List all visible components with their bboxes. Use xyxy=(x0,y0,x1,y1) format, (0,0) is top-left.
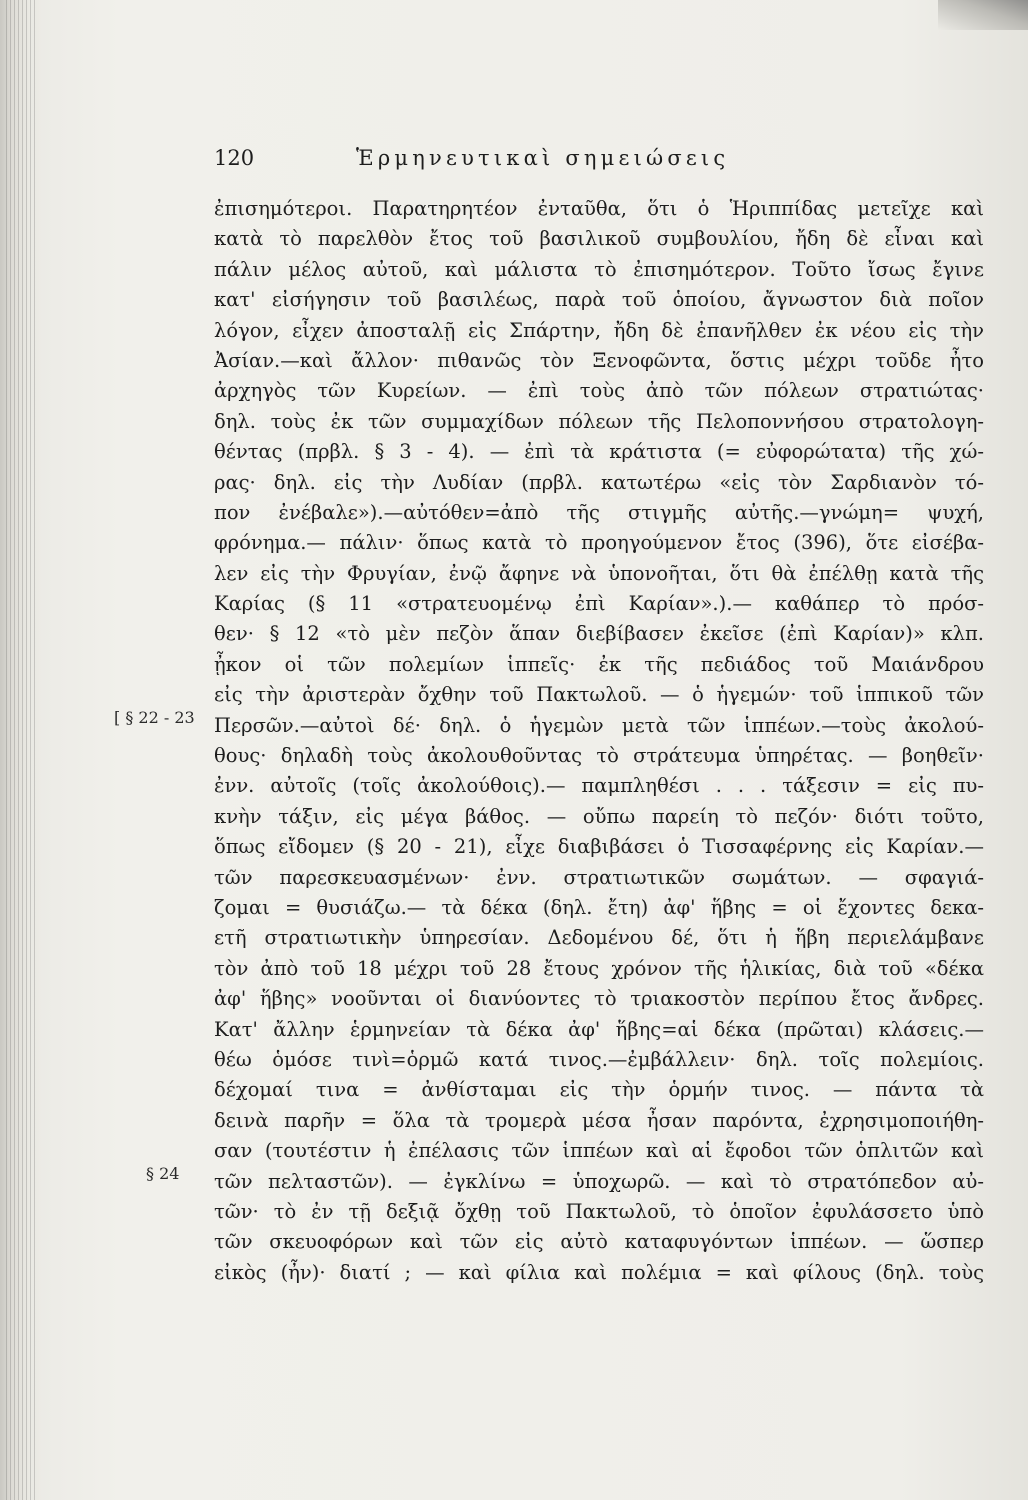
text-line: τῶν· τὸ ἐν τῇ δεξιᾷ ὄχθῃ τοῦ Πακτωλοῦ, τὸ ὁποῖον ἐφυλάσσετο ὑπὸ xyxy=(214,1199,984,1223)
text-line: σαν (τουτέστιν ἡ ἐπέλασις τῶν ἱππέων καὶ αἱ ἔφοδοι τῶν ὁπλιτῶν καὶ xyxy=(214,1139,984,1163)
text-line: ὅπως εἴδομεν (§ 20 - 21), εἶχε διαβιβάσει ὁ Τισσαφέρνης εἰς Καρίαν.— xyxy=(214,835,984,859)
text-line: λόγον, εἶχεν ἀποσταλῇ εἰς Σπάρτην, ἤδη δὲ ἐπανῆλθεν ἐκ νέου εἰς τὴν xyxy=(214,318,984,342)
text-line: τῶν σκευοφόρων καὶ τῶν εἰς αὐτὸ καταφυγόντων ἱππέων. — ὥσπερ xyxy=(214,1230,984,1254)
text-line: εἰς τὴν ἀριστερὰν ὄχθην τοῦ Πακτωλοῦ. — ὁ ἡγεμών· τοῦ ἱππικοῦ τῶν xyxy=(214,683,984,707)
text-line: τῶν πελταστῶν). — ἐγκλίνω = ὑποχωρῶ. — καὶ τὸ στρατόπεδον αὐ- xyxy=(214,1169,984,1193)
text-line: λεν εἰς τὴν Φρυγίαν, ἐνῷ ἄφηνε νὰ ὑπονοῆται, ὅτι θὰ ἐπέλθῃ κατὰ τῆς xyxy=(214,561,984,585)
text-line: θους· δηλαδὴ τοὺς ἀκολουθοῦντας τὸ στράτευμα ὑπηρέτας. — βοηθεῖν· xyxy=(214,744,984,768)
text-line: ᾖκον οἱ τῶν πολεμίων ἱππεῖς· ἐκ τῆς πεδιάδος τοῦ Μαιάνδρου xyxy=(214,652,984,676)
body-text xyxy=(214,194,984,1288)
text-line: δηλ. τοὺς ἐκ τῶν συμμαχίδων πόλεων τῆς Πελοποννήσου στρατολογη- xyxy=(214,409,984,433)
text-line: θέω ὁμόσε τινὶ=ὁρμῶ κατά τινος.—ἐμβάλλειν· δηλ. τοῖς πολεμίοις. xyxy=(214,1047,984,1071)
text-line: τῶν παρεσκευασμένων· ἐνν. στρατιωτικῶν σωμάτων. — σφαγιά- xyxy=(214,865,984,889)
text-line: τὸν ἀπὸ τοῦ 18 μέχρι τοῦ 28 ἔτους χρόνον τῆς ἡλικίας, διὰ τοῦ «δέκα xyxy=(214,956,984,980)
text-line: ἐνν. αὐτοῖς (τοῖς ἀκολούθοις).— παμπληθέσι . . . τάξεσιν = εἰς πυ- xyxy=(214,774,984,798)
text-line: κατὰ τὸ παρελθὸν ἔτος τοῦ βασιλικοῦ συμβουλίου, ἤδη δὲ εἶναι καὶ xyxy=(214,227,984,251)
text-line: πον ἐνέβαλε»).—αὐτόθεν=ἀπὸ τῆς στιγμῆς αὐτῆς.—γνώμη= ψυχή, xyxy=(214,500,984,524)
margin-note-section-24: § 24 xyxy=(146,1164,180,1183)
text-line: ἀρχηγὸς τῶν Κυρείων. — ἐπὶ τοὺς ἀπὸ τῶν πόλεων στρατιώτας· xyxy=(214,379,984,403)
text-line: κατ' εἰσήγησιν τοῦ βασιλέως, παρὰ τοῦ ὁποίου, ἄγνωστον διὰ ποῖον xyxy=(214,288,984,312)
text-line: Ἀσίαν.—καὶ ἄλλον· πιθανῶς τὸν Ξενοφῶντα, ὅστις μέχρι τοῦδε ἦτο xyxy=(214,348,984,372)
text-line: Καρίας (§ 11 «στρατευομένῳ ἐπὶ Καρίαν».).— καθάπερ τὸ πρόσ- xyxy=(214,592,984,616)
text-line: ζομαι = θυσιάζω.— τὰ δέκα (δηλ. ἔτη) ἀφ' ἥβης = οἱ ἔχοντες δεκα- xyxy=(214,895,984,919)
text-line: δέχομαί τινα = ἀνθίσταμαι εἰς τὴν ὁρμήν τινος. — πάντα τὰ xyxy=(214,1078,984,1102)
text-line: θεν· § 12 «τὸ μὲν πεζὸν ἅπαν διεβίβασεν ἐκεῖσε (ἐπὶ Καρίαν)» κλπ. xyxy=(214,622,984,646)
running-title: Ἑρμηνευτικαὶ σημειώσεις xyxy=(356,146,730,170)
text-line: φρόνημα.— πάλιν· ὅπως κατὰ τὸ προηγούμενον ἔτος (396), ὅτε εἰσέβα- xyxy=(214,531,984,555)
page-edge-stack xyxy=(6,0,36,1500)
text-line: ἐπισημότεροι. Παρατηρητέον ἐνταῦθα, ὅτι ὁ Ἡριππίδας μετεῖχε καὶ xyxy=(214,197,984,220)
text-line: Κατ' ἄλλην ἑρμηνείαν τὰ δέκα ἀφ' ἥβης=αἱ δέκα (πρῶται) κλάσεις.— xyxy=(214,1017,984,1041)
text-line: δεινὰ παρῆν = ὅλα τὰ τρομερὰ μέσα ἦσαν παρόντα, ἐχρησιμοποιήθη- xyxy=(214,1108,984,1132)
text-line: ἀφ' ἥβης» νοοῦνται οἱ διανύοντες τὸ τριακοστὸν περίπου ἔτος ἄνδρες. xyxy=(214,987,984,1011)
margin-note-section-22-23: [ § 22 - 23 xyxy=(114,708,195,727)
text-line: θέντας (πρβλ. § 3 - 4). — ἐπὶ τὰ κράτιστα (= εὐφορώτατα) τῆς χώ- xyxy=(214,440,984,464)
text-line: κνὴν τάξιν, εἰς μέγα βάθος. — οὔπω παρείη τὸ πεζόν· διότι τοῦτο, xyxy=(214,804,984,828)
text-line: πάλιν μέλος αὐτοῦ, καὶ μάλιστα τὸ ἐπισημότερον. Τοῦτο ἴσως ἔγινε xyxy=(214,257,984,281)
page-number: 120 xyxy=(214,146,255,170)
page-header xyxy=(214,140,984,180)
page-corner-shadow xyxy=(938,0,1028,30)
text-line: ρας· δηλ. εἰς τὴν Λυδίαν (πρβλ. κατωτέρω «εἰς τὸν Σαρδιανὸν τό- xyxy=(214,470,984,494)
text-line: εἰκὸς (ἦν)· διατί ; — καὶ φίλια καὶ πολέμια = καὶ φίλους (δηλ. τοὺς xyxy=(214,1260,984,1284)
text-line: ετῆ στρατιωτικὴν ὑπηρεσίαν. Δεδομένου δέ, ὅτι ἡ ἥβη περιελάμβανε xyxy=(214,926,984,950)
text-line: Περσῶν.—αὐτοὶ δέ· δηλ. ὁ ἡγεμὼν μετὰ τῶν ἱππέων.—τοὺς ἀκολού- xyxy=(214,713,984,737)
